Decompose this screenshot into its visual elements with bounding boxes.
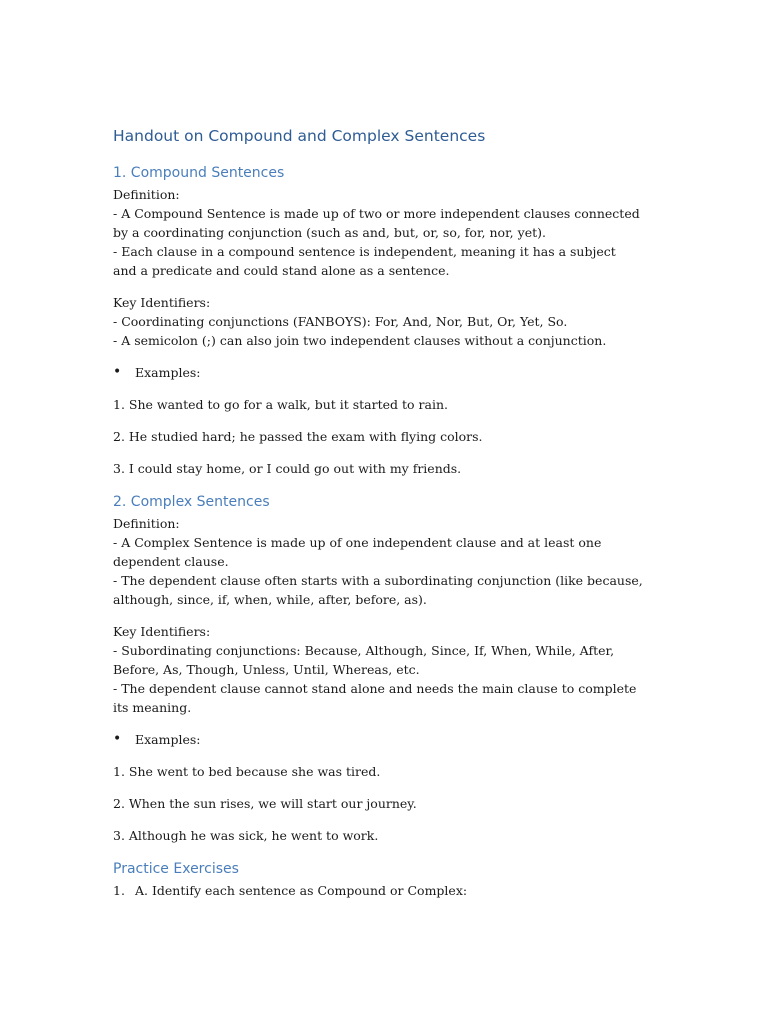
example-item: 2. When the sun rises, we will start our journey. xyxy=(113,796,417,811)
complex-examples-bullet xyxy=(113,730,643,749)
definition-label: Definition: xyxy=(113,516,180,531)
example-item: 3. I could stay home, or I could go out with my friends. xyxy=(113,461,462,476)
compound-key-identifiers xyxy=(113,293,643,350)
key-line: - Subordinating conjunctions: Because, Although, Since, If, When, While, After, Before, As, Though, Unless, Until, Whereas, etc. xyxy=(113,643,615,677)
definition-line: - A Complex Sentence is made up of one independent clause and at least one dependent clause. xyxy=(113,535,602,569)
example-item: 3. Although he was sick, he went to work. xyxy=(113,828,379,843)
key-label: Key Identifiers: xyxy=(113,295,211,310)
key-line: - The dependent clause cannot stand alone and needs the main clause to complete its meaning. xyxy=(113,681,637,715)
compound-definition xyxy=(113,185,643,280)
example-item: 2. He studied hard; he passed the exam with flying colors. xyxy=(113,429,483,444)
definition-line: - A Compound Sentence is made up of two or more independent clauses connected by a coordinating conjunction (such as and, but, or, so, for, nor, yet). xyxy=(113,206,640,240)
compound-heading: 1. Compound Sentences xyxy=(113,165,285,181)
practice-item xyxy=(113,881,643,900)
key-line: - Coordinating conjunctions (FANBOYS): For, And, Nor, But, Or, Yet, So. xyxy=(113,314,568,329)
complex-heading: 2. Complex Sentences xyxy=(113,494,270,510)
example-item: 1. She went to bed because she was tired. xyxy=(113,764,381,779)
document-page xyxy=(113,124,643,900)
key-label: Key Identifiers: xyxy=(113,624,211,639)
definition-label: Definition: xyxy=(113,187,180,202)
examples-label: Examples: xyxy=(135,365,201,380)
practice-heading: Practice Exercises xyxy=(113,861,239,877)
definition-line: - The dependent clause often starts with a subordinating conjunction (like because, although, since, if, when, while, after, before, as). xyxy=(113,573,643,607)
complex-key-identifiers xyxy=(113,622,643,717)
bullet-icon: • xyxy=(113,731,122,747)
complex-definition xyxy=(113,514,643,609)
bullet-icon: • xyxy=(113,364,122,380)
key-line: - A semicolon (;) can also join two independent clauses without a conjunction. xyxy=(113,333,607,348)
compound-examples-bullet xyxy=(113,363,643,382)
definition-line: - Each clause in a compound sentence is independent, meaning it has a subject and a predicate and could stand alone as a sentence. xyxy=(113,244,616,278)
examples-label: Examples: xyxy=(135,732,201,747)
practice-item-number: 1. xyxy=(113,883,125,898)
example-item: 1. She wanted to go for a walk, but it started to rain. xyxy=(113,397,448,412)
practice-item-text: A. Identify each sentence as Compound or Complex: xyxy=(135,883,468,898)
document-title: Handout on Compound and Complex Sentences xyxy=(113,127,486,145)
